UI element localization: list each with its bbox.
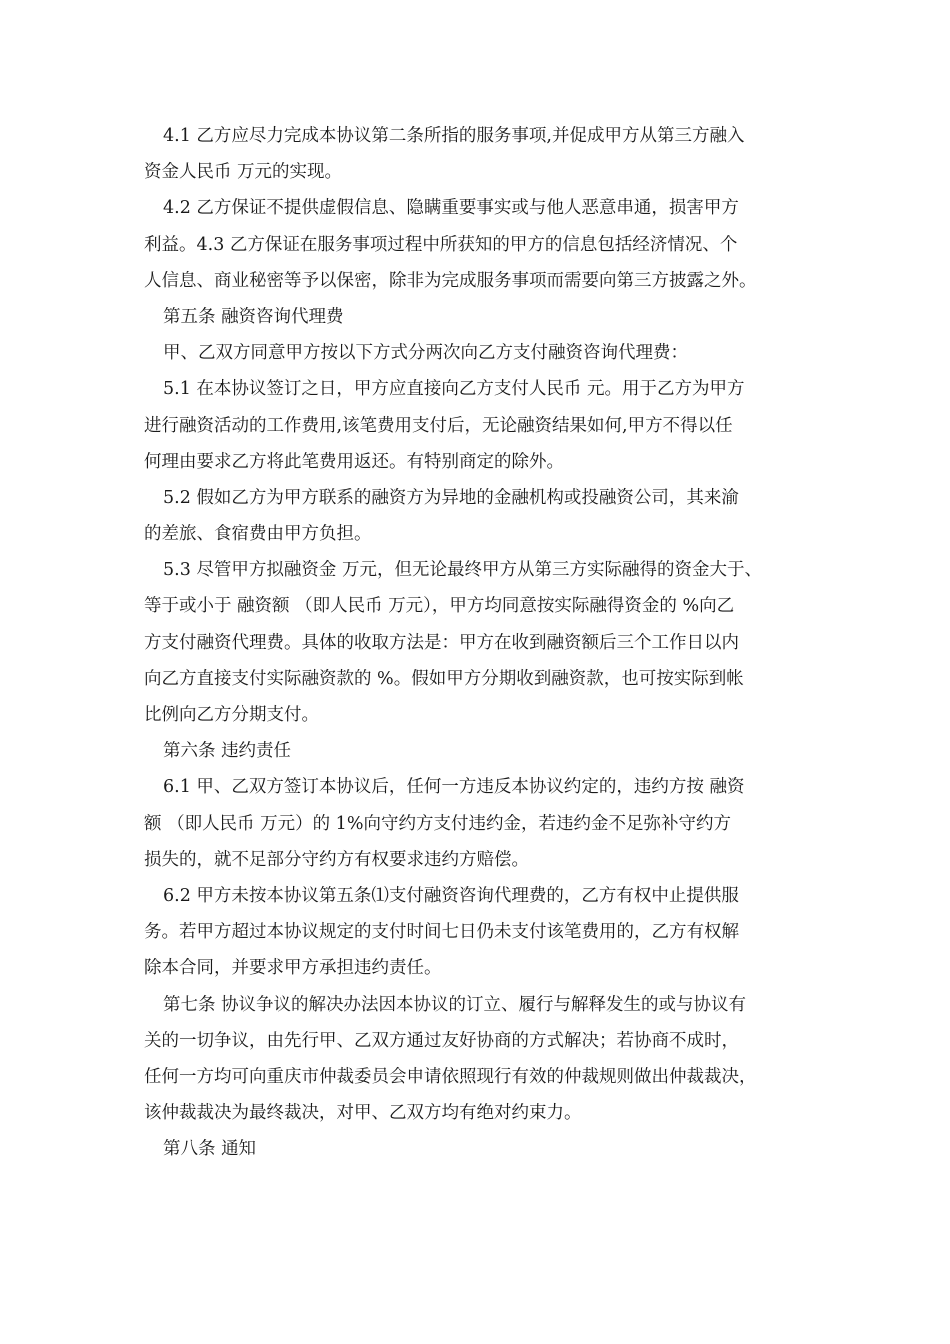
text-line: 务。若甲方超过本协议规定的支付时间七日仍未支付该笔费用的，乙方有权解 xyxy=(144,922,739,943)
text-line: 关的一切争议，由先行甲、乙双方通过友好协商的方式解决；若协商不成时， xyxy=(144,1030,739,1051)
text-line: 等于或小于 融资额 （即人民币 万元），甲方均同意按实际融得资金的 %向乙 xyxy=(144,596,735,617)
text-line: 资金人民币 万元的实现。 xyxy=(144,162,343,183)
text-line: 人信息、商业秘密等予以保密，除非为完成服务事项而需要向第三方披露之外。 xyxy=(144,270,757,291)
text-line: 除本合同，并要求甲方承担违约责任。 xyxy=(144,958,442,979)
text-line: 进行融资活动的工作费用,该笔费用支付后，无论融资结果如何,甲方不得以任 xyxy=(144,415,733,436)
text-line: 比例向乙方分期支付。 xyxy=(144,705,319,725)
text-line: 第八条 通知 xyxy=(163,1139,257,1160)
text-line: 甲、乙双方同意甲方按以下方式分两次向乙方支付融资咨询代理费： xyxy=(163,343,688,364)
text-line: 方支付融资代理费。具体的收取方法是：甲方在收到融资额后三个工作日以内 xyxy=(144,632,739,653)
text-line: 损失的，就不足部分守约方有权要求违约方赔偿。 xyxy=(144,849,529,870)
text-line: 6.1 甲、乙双方签订本协议后，任何一方违反本协议约定的，违约方按 融资 xyxy=(163,777,745,798)
text-line: 向乙方直接支付实际融资款的 %。假如甲方分期收到融资款，也可按实际到帐 xyxy=(144,668,744,689)
text-line: 利益。4.3 乙方保证在服务事项过程中所获知的甲方的信息包括经济情况、个 xyxy=(144,234,738,255)
text-line: 额 （即人民币 万元）的 1%向守约方支付违约金，若违约金不足弥补守约方 xyxy=(144,813,731,834)
text-line: 何理由要求乙方将此笔费用返还。有特别商定的除外。 xyxy=(144,451,564,472)
text-line: 第七条 协议争议的解决办法因本协议的订立、履行与解释发生的或与协议有 xyxy=(163,994,747,1015)
text-line: 5.3 尽管甲方拟融资金 万元，但无论最终甲方从第三方实际融得的资金大于、 xyxy=(163,560,762,581)
text-line: 5.1 在本协议签订之日，甲方应直接向乙方支付人民币 元。用于乙方为甲方 xyxy=(163,379,745,400)
text-line: 第六条 违约责任 xyxy=(163,741,292,762)
text-line: 该仲裁裁决为最终裁决，对甲、乙双方均有绝对约束力。 xyxy=(144,1103,582,1124)
text-line: 5.2 假如乙方为甲方联系的融资方为异地的金融机构或投融资公司，其来渝 xyxy=(163,487,739,508)
document-body xyxy=(144,118,834,1167)
text-line: 的差旅、食宿费由甲方负担。 xyxy=(144,524,372,545)
text-line: 6.2 甲方未按本协议第五条⑴支付融资咨询代理费的，乙方有权中止提供服 xyxy=(163,885,739,906)
text-line: 第五条 融资咨询代理费 xyxy=(163,306,344,327)
text-line: 4.1 乙方应尽力完成本协议第二条所指的服务事项,并促成甲方从第三方融入 xyxy=(163,126,745,146)
text-line: 4.2 乙方保证不提供虚假信息、隐瞒重要事实或与他人恶意串通，损害甲方 xyxy=(163,198,739,219)
text-line: 任何一方均可向重庆市仲裁委员会申请依照现行有效的仲裁规则做出仲裁裁决， xyxy=(144,1066,757,1087)
